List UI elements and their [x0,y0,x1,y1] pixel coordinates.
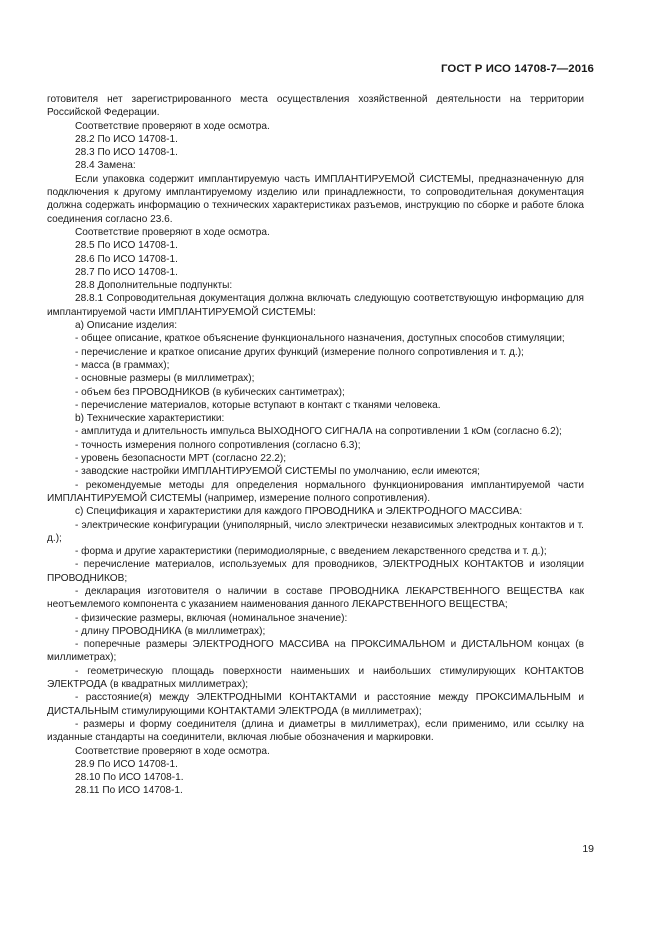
list-item: - рекомендуемые методы для определения нормального функционирования имплантируемой части ИМПЛАНТИРУЕМОЙ СИСТЕМЫ (например, измерение полного сопротивления). [47,479,584,504]
page-number: 19 [582,843,594,855]
clause-28-3: 28.3 По ИСО 14708-1. [75,147,178,159]
list-heading-c: c) Спецификация и характеристики для каждого ПРОВОДНИКА и ЭЛЕКТРОДНОГО МАССИВА: [75,506,523,518]
list-item: - объем без ПРОВОДНИКОВ (в кубических сантиметрах); [75,386,345,398]
list-item: - размеры и форму соединителя (длина и диаметры в миллиметрах), если применимо, или ссылку на изданные стандарты на соединители, включая любые обозначения и маркировки. [47,718,584,744]
list-item: - перечисление материалов, которые вступают в контакт с тканями человека. [75,399,441,411]
list-item: - физические размеры, включая (номинальное значение): [75,612,348,624]
clause-28-10: 28.10 По ИСО 14708-1. [75,772,184,784]
clause-28-8-1: 28.8.1 Сопроводительная документация должна включать следующую соответствующую информацию для имплантируемой части ИМПЛАНТИРУЕМОЙ СИСТЕМЫ: [47,293,584,318]
list-item: - масса (в граммах); [75,359,170,371]
clause-28-4: 28.4 Замена: [75,160,136,172]
clause-28-9: 28.9 По ИСО 14708-1. [75,758,178,770]
list-item: - декларация изготовителя о наличии в составе ПРОВОДНИКА ЛЕКАРСТВЕННОГО ВЕЩЕСТВА как неотъемлемого компонента с указанием наименования данного ЛЕКАРСТВЕННОГО ВЕЩЕСТВА; [47,585,584,611]
list-item: - форма и другие характеристики (перимодиолярные, с введением лекарственного средства и т. д.); [75,546,547,558]
paragraph: Соответствие проверяют в ходе осмотра. [75,120,270,132]
clause-28-6: 28.6 По ИСО 14708-1. [75,253,178,265]
clause-28-2: 28.2 По ИСО 14708-1. [75,133,178,145]
paragraph-continuation: готовителя нет зарегистрированного места осуществления хозяйственной деятельности на территории Российской Федерации. [47,94,584,119]
document-code-header: ГОСТ Р ИСО 14708-7—2016 [441,63,594,75]
list-item: - уровень безопасности МРТ (согласно 22.2); [75,453,287,465]
list-item: - электрические конфигурации (униполярный, число электрически независимых электродных контактов и т. д.); [47,519,584,544]
list-item: - геометрическую площадь поверхности наименьших и наибольших стимулирующих КОНТАКТОВ ЭЛЕКТРОДА (в квадратных миллиметрах); [47,665,584,691]
list-item: - общее описание, краткое объяснение функционального назначения, доступных способов стимуляции; [75,333,565,345]
document-body [47,93,584,798]
clause-28-7: 28.7 По ИСО 14708-1. [75,266,178,278]
list-item: - перечисление и краткое описание других функций (измерение полного сопротивления и т. д.); [75,346,524,358]
list-heading-a: а) Описание изделия: [75,320,178,332]
list-item: - заводские настройки ИМПЛАНТИРУЕМОЙ СИСТЕМЫ по умолчанию, если имеются; [75,466,480,478]
list-item: - расстояние(я) между ЭЛЕКТРОДНЫМИ КОНТАКТАМИ и расстояние между ПРОКСИМАЛЬНЫМ и ДИСТАЛЬНЫМ стимулирующими КОНТАКТАМИ ЭЛЕКТРОДА (в миллиметрах); [47,692,584,717]
clause-28-5: 28.5 По ИСО 14708-1. [75,240,178,252]
list-item: - поперечные размеры ЭЛЕКТРОДНОГО МАССИВА на ПРОКСИМАЛЬНОМ и ДИСТАЛЬНОМ концах (в миллиметрах); [47,639,584,664]
paragraph: Если упаковка содержит имплантируемую часть ИМПЛАНТИРУЕМОЙ СИСТЕМЫ, предназначенную для подключения к другому имплантируемому изделию или принадлежности, то сопроводительная документация должна содержать информацию о технических характеристиках разъемов, инструкцию по сборке и работе блока соединения согласно 23.6. [47,173,584,225]
list-item: - амплитуда и длительность импульса ВЫХОДНОГО СИГНАЛА на сопротивлении 1 кОм (согласно 6.2); [75,426,562,438]
clause-28-8: 28.8 Дополнительные подпункты: [75,280,233,292]
paragraph: Соответствие проверяют в ходе осмотра. [75,226,270,238]
paragraph: Соответствие проверяют в ходе осмотра. [75,745,270,757]
list-item: - основные размеры (в миллиметрах); [75,373,255,385]
list-item: - точность измерения полного сопротивления (согласно 6.3); [75,439,361,451]
list-item: - перечисление материалов, используемых для проводников, ЭЛЕКТРОДНЫХ КОНТАКТОВ и изоляции ПРОВОДНИКОВ; [47,559,584,584]
list-heading-b: b) Технические характеристики: [75,413,225,425]
list-item: - длину ПРОВОДНИКА (в миллиметрах); [75,625,266,637]
clause-28-11: 28.11 По ИСО 14708-1. [75,785,183,797]
